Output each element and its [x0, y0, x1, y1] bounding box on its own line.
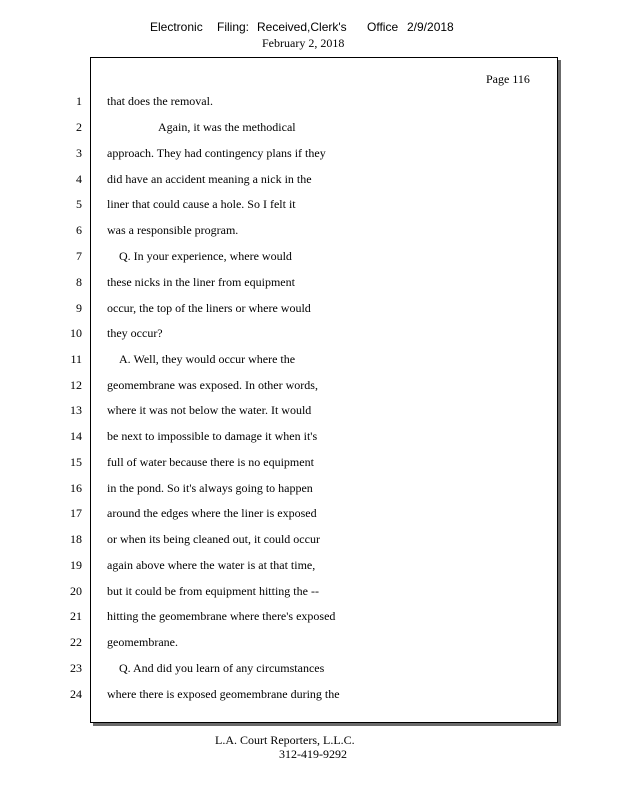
line-number: 14: [70, 429, 82, 443]
transcript-line: [0, 635, 618, 655]
line-number: 19: [70, 558, 82, 572]
line-text: full of water because there is no equipment: [107, 455, 314, 469]
line-number: 8: [76, 275, 82, 289]
filing-stamp-office: Office: [367, 20, 399, 34]
line-number: 24: [70, 687, 82, 701]
line-text: was a responsible program.: [107, 223, 239, 237]
line-text: be next to impossible to damage it when it's: [107, 429, 318, 443]
line-number: 23: [70, 661, 82, 675]
filing-stamp-date: 2/9/2018: [407, 20, 454, 34]
line-number: 17: [70, 506, 82, 520]
transcript-line: [0, 223, 618, 243]
filing-stamp-filing: Filing:: [217, 20, 250, 34]
line-number: 16: [70, 481, 82, 495]
reporter-company: L.A. Court Reporters, L.L.C.: [215, 733, 355, 747]
line-number: 21: [70, 609, 82, 623]
transcript-line: [0, 249, 618, 269]
line-number: 9: [76, 301, 82, 315]
line-number: 7: [76, 249, 82, 263]
transcript-line: [0, 506, 618, 526]
filing-stamp-electronic: Electronic: [150, 20, 203, 34]
transcript-line: [0, 275, 618, 295]
line-number: 12: [70, 378, 82, 392]
line-text: geomembrane.: [107, 635, 178, 649]
line-number: 18: [70, 532, 82, 546]
line-number: 3: [76, 146, 82, 160]
line-number: 13: [70, 403, 82, 417]
line-text: again above where the water is at that time,: [107, 558, 316, 572]
transcript-line: [0, 558, 618, 578]
filing-date: February 2, 2018: [262, 36, 345, 50]
line-text: but it could be from equipment hitting the --: [107, 584, 319, 598]
transcript-line: [0, 429, 618, 449]
line-number: 2: [76, 120, 82, 134]
line-number: 11: [70, 352, 82, 366]
line-text: Again, it was the methodical: [158, 120, 296, 134]
line-text: A. Well, they would occur where the: [119, 352, 296, 366]
transcript-line: [0, 661, 618, 681]
line-number: 1: [76, 94, 82, 108]
line-text: that does the removal.: [107, 94, 213, 108]
line-text: approach. They had contingency plans if they: [107, 146, 326, 160]
line-text: hitting the geomembrane where there's exposed: [107, 609, 336, 623]
line-text: or when its being cleaned out, it could occur: [107, 532, 320, 546]
line-text: did have an accident meaning a nick in the: [107, 172, 312, 186]
transcript-line: [0, 146, 618, 166]
line-number: 5: [76, 197, 82, 211]
line-number: 4: [76, 172, 82, 186]
transcript-line: [0, 197, 618, 217]
line-number: 10: [70, 326, 82, 340]
line-text: occur, the top of the liners or where would: [107, 301, 311, 315]
line-text: they occur?: [107, 326, 163, 340]
transcript-line: [0, 378, 618, 398]
line-text: Q. And did you learn of any circumstances: [119, 661, 325, 675]
transcript-line: [0, 584, 618, 604]
reporter-phone: 312-419-9292: [279, 747, 347, 761]
transcript-line: [0, 455, 618, 475]
transcript-line: [0, 301, 618, 321]
transcript-line: [0, 687, 618, 707]
line-text: where there is exposed geomembrane during the: [107, 687, 340, 701]
line-text: where it was not below the water. It would: [107, 403, 312, 417]
transcript-line: [0, 172, 618, 192]
line-text: liner that could cause a hole. So I felt it: [107, 197, 296, 211]
line-text: these nicks in the liner from equipment: [107, 275, 295, 289]
transcript-line: [0, 403, 618, 423]
line-number: 6: [76, 223, 82, 237]
line-text: Q. In your experience, where would: [119, 249, 292, 263]
line-text: in the pond. So it's always going to happen: [107, 481, 313, 495]
transcript-line: [0, 326, 618, 346]
page-number: Page 116: [486, 72, 530, 86]
transcript-line: [0, 481, 618, 501]
transcript-line: [0, 609, 618, 629]
line-number: 20: [70, 584, 82, 598]
line-text: geomembrane was exposed. In other words,: [107, 378, 318, 392]
line-number: 15: [70, 455, 82, 469]
line-number: 22: [70, 635, 82, 649]
line-text: around the edges where the liner is exposed: [107, 506, 317, 520]
transcript-line: [0, 120, 618, 140]
transcript-line: [0, 94, 618, 114]
transcript-line: [0, 352, 618, 372]
filing-stamp-received: Received,Clerk's: [257, 20, 347, 34]
transcript-line: [0, 532, 618, 552]
